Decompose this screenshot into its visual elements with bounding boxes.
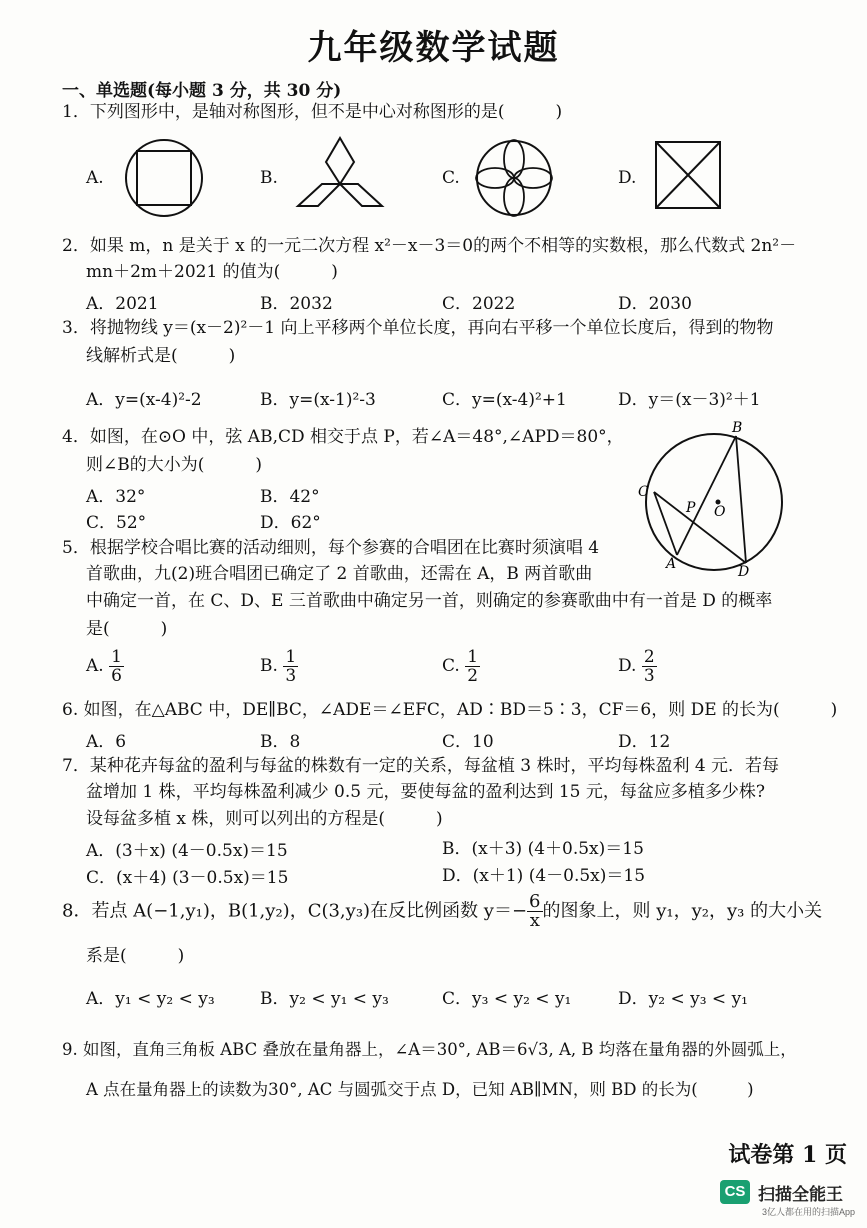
fig-label-a: A [666, 556, 677, 572]
q1-label-d: D. [618, 168, 637, 188]
q4-circle-figure [632, 418, 792, 580]
question-4-line2: 则∠B的大小为( ) [86, 455, 263, 475]
q1-label-a: A. [86, 168, 104, 188]
question-2-line2: mn＋2m＋2021 的值为( ) [86, 262, 338, 282]
question-5-line3: 中确定一首，在 C、D、E 三首歌曲中确定另一首，则确定的参赛歌曲中有一首是 D 的概率 [86, 591, 773, 611]
question-2-line1: 2．如果 m，n 是关于 x 的一元二次方程 x²－x－3＝0的两个不相等的实数根，那么代数式 2n²－ [62, 236, 797, 256]
q7-option-a: A．(3＋x) (4－0.5x)＝15 [86, 841, 288, 861]
q3-option-c: C．y=(x-4)²+1 [442, 390, 567, 410]
q8-option-a: A．y₁ < y₂ < y₃ [86, 989, 215, 1009]
q3-option-a: A．y=(x-4)²-2 [86, 390, 202, 410]
question-5-line2: 首歌曲，九(2)班合唱团已确定了 2 首歌曲，还需在 A，B 两首歌曲 [86, 564, 593, 584]
q1-figure-a-circle-square [122, 138, 206, 222]
q1-figure-d-square-diagonals [654, 140, 722, 210]
q8-option-d: D．y₂ < y₃ < y₁ [618, 989, 748, 1009]
q8-option-c: C．y₃ < y₂ < y₁ [442, 989, 572, 1009]
q6-option-d: D．12 [618, 732, 671, 752]
q2-option-a: A．2021 [86, 294, 159, 314]
question-4-line1: 4．如图，在⊙O 中，弦 AB,CD 相交于点 P，若∠A＝48°,∠APD＝80°， [62, 427, 624, 447]
q2-option-b: B．2032 [260, 294, 333, 314]
q5-option-b: B. $\frac{1}{3}$ [260, 647, 297, 686]
q6-option-a: A．6 [86, 732, 127, 752]
page-number: 试卷第 1 页 [728, 1142, 847, 1168]
camscanner-name: 扫描全能王 [758, 1185, 843, 1204]
q5-option-a: A. $\frac{1}{6}$ [86, 647, 122, 686]
q5-option-c: C. $\frac{1}{2}$ [442, 647, 479, 686]
question-7-line3: 设每盆多植 x 株，则可以列出的方程是( ) [86, 809, 443, 829]
question-3-line1: 3．将抛物线 y＝(x－2)²－1 向上平移两个单位长度，再向右平移一个单位长度后，得到的物物 [62, 318, 774, 338]
q1-label-c: C. [442, 168, 460, 188]
question-6-line1: 6. 如图，在△ABC 中，DE∥BC，∠ADE＝∠EFC，AD∶BD＝5∶3，CF＝6，则 DE 的长为( ) [62, 700, 838, 720]
q3-option-d: D．y＝(x－3)²＋1 [618, 390, 761, 410]
question-7-line1: 7．某种花卉每盆的盈利与每盆的株数有一定的关系，每盆植 3 株时，平均每株盈利 4 元．若每 [62, 756, 780, 776]
q2-option-d: D．2030 [618, 294, 692, 314]
q7-option-c: C．(x＋4) (3－0.5x)＝15 [86, 868, 289, 888]
question-7-line2: 盆增加 1 株，平均每株盈利减少 0.5 元，要使每盆的盈利达到 15 元，每盆应多植多少株? [86, 782, 766, 802]
page-title: 九年级数学试题 [307, 28, 560, 68]
fig-label-b: B [732, 420, 743, 436]
question-5-line4: 是( ) [86, 619, 168, 639]
camscanner-logo: CS [720, 1180, 750, 1204]
q4-option-d: D．62° [260, 513, 321, 533]
q5-option-d: D. $\frac{2}{3}$ [618, 647, 655, 686]
question-8-line2: 系是( ) [86, 946, 185, 966]
q4-option-a: A．32° [86, 487, 146, 507]
fig-label-d: D [738, 564, 750, 580]
q6-option-c: C．10 [442, 732, 494, 752]
q4-option-b: B．42° [260, 487, 320, 507]
question-8-line1: 8．若点 A(−1,y₁)，B(1,y₂)，C(3,y₃)在反比例函数 y＝− $\frac{6}{x}$ 的图象上，则 y₁，y₂，y₃ 的大小关 [62, 891, 823, 931]
camscanner-tagline: 3亿人都在用的扫描App [762, 1207, 856, 1217]
question-9-line2: A 点在量角器上的读数为30°, AC 与圆弧交于点 D，已知 AB∥MN，则 BD 的长为( ) [86, 1080, 754, 1099]
q2-option-c: C．2022 [442, 294, 516, 314]
fig-label-p: P [686, 500, 696, 516]
question-9-line1: 9. 如图，直角三角板 ABC 叠放在量角器上，∠A＝30°, AB＝6√3, A, B 均落在量角器的外圆弧上， [62, 1040, 797, 1059]
q7-option-b: B．(x＋3) (4＋0.5x)＝15 [442, 839, 644, 859]
q3-option-b: B．y=(x-1)²-3 [260, 390, 376, 410]
fig-label-o: O [714, 504, 726, 520]
fig-label-c: C [638, 484, 649, 500]
q1-figure-c-circle-petals [474, 138, 554, 218]
q1-figure-b-three-diamonds [292, 136, 388, 214]
q8-option-b: B．y₂ < y₁ < y₃ [260, 989, 389, 1009]
q4-option-c: C．52° [86, 513, 147, 533]
section-heading: 一、单选题(每小题 3 分，共 30 分) [62, 81, 342, 101]
q1-label-b: B. [260, 168, 278, 188]
question-1-stem: 1．下列图形中，是轴对称图形，但不是中心对称图形的是( ) [62, 102, 563, 122]
q7-option-d: D．(x＋1) (4－0.5x)＝15 [442, 866, 646, 886]
question-3-line2: 线解析式是( ) [86, 346, 236, 366]
q6-option-b: B．8 [260, 732, 301, 752]
question-5-line1: 5．根据学校合唱比赛的活动细则，每个参赛的合唱团在比赛时须演唱 4 [62, 538, 600, 558]
